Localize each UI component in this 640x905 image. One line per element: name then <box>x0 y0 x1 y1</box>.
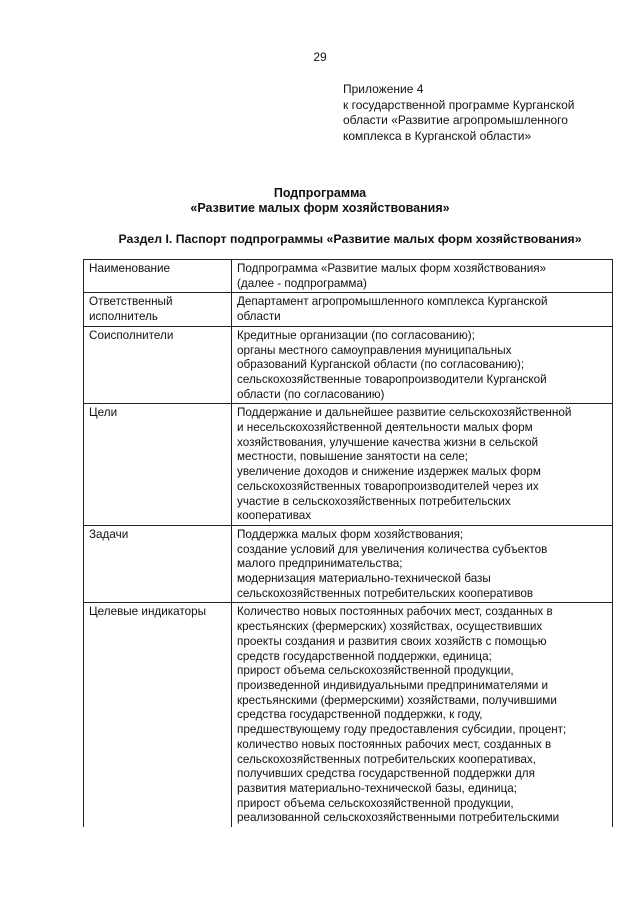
value-line: участие в сельскохозяйственных потребительских <box>237 494 511 508</box>
value-line: сельскохозяйственных товаропроизводителей через их <box>237 479 539 493</box>
row-value <box>232 260 613 293</box>
value-line: и несельскохозяйственной деятельности малых форм <box>237 421 533 435</box>
value-line: Поддержка малых форм хозяйствования; <box>237 527 464 541</box>
row-value <box>232 603 613 827</box>
value-line: крестьянских (фермерских) хозяйствах, осуществивших <box>237 620 543 634</box>
row-value <box>232 404 613 526</box>
value-line: средства государственной поддержки, к году, <box>237 708 483 722</box>
row-value <box>232 293 613 326</box>
table-row <box>84 260 613 293</box>
value-line: кооперативах <box>237 509 312 523</box>
value-line: развития материально-технической базы, единица; <box>237 781 518 795</box>
value-line: сельскохозяйственные товаропроизводители Курганской <box>237 372 547 386</box>
appendix-line: к государственной программе Курганской <box>343 97 575 112</box>
value-line: увеличение доходов и снижение издержек малых форм <box>237 465 541 479</box>
value-line: Кредитные организации (по согласованию); <box>237 328 475 342</box>
subprogram-title <box>0 186 640 216</box>
value-line: области (по согласованию) <box>237 387 385 401</box>
value-line: реализованной сельскохозяйственными потребительскими <box>237 811 560 825</box>
value-line: Поддержание и дальнейшее развитие сельскохозяйственной <box>237 406 572 420</box>
value-line: Департамент агропромышленного комплекса Курганской <box>237 295 548 309</box>
row-label <box>84 293 232 326</box>
passport-table <box>83 259 613 827</box>
value-line: образований Курганской области (по согласованию); <box>237 358 525 372</box>
table-row <box>84 603 613 827</box>
value-line: местности, повышение занятости на селе; <box>237 450 469 464</box>
table-row <box>84 525 613 603</box>
value-line: (далее - подпрограмма) <box>237 276 367 290</box>
row-label: Целевые индикаторы <box>84 603 232 827</box>
page-number: 29 <box>313 50 327 64</box>
value-line: сельскохозяйственных потребительских кооперативах, <box>237 752 536 766</box>
value-line: проекты создания и развития своих хозяйств с помощью <box>237 634 547 648</box>
value-line: Количество новых постоянных рабочих мест, созданных в <box>237 605 553 619</box>
section-title: Раздел I. Паспорт подпрограммы «Развитие малых форм хозяйствования» <box>118 232 582 246</box>
table-row <box>84 326 613 404</box>
appendix-line: комплекса в Курганской области» <box>343 128 532 143</box>
value-line: количество новых постоянных рабочих мест, созданных в <box>237 737 552 751</box>
subprogram-title-line1: Подпрограмма <box>273 186 367 200</box>
appendix-line: области «Развитие агропромышленного <box>343 113 568 127</box>
label-line: исполнитель <box>89 310 158 324</box>
value-line: сельскохозяйственных потребительских кооперативов <box>237 586 534 600</box>
row-value <box>232 525 613 603</box>
row-label: Соисполнители <box>84 326 232 404</box>
value-line: Подпрограмма «Развитие малых форм хозяйствования» <box>237 262 547 275</box>
table-row <box>84 293 613 326</box>
appendix-line: Приложение 4 <box>343 82 424 96</box>
value-line: области <box>237 310 281 324</box>
subprogram-title-line2: «Развитие малых форм хозяйствования» <box>190 201 450 215</box>
appendix-note <box>343 82 613 144</box>
value-line: прирост объема сельскохозяйственной продукции, <box>237 664 514 678</box>
value-line: прирост объема сельскохозяйственной продукции, <box>237 796 514 810</box>
value-line: малого предпринимательства; <box>237 557 403 571</box>
value-line: средств государственной поддержки, единица; <box>237 649 492 663</box>
table-row <box>84 404 613 526</box>
value-line: крестьянскими (фермерскими) хозяйствами, получившими <box>237 693 557 707</box>
row-label: Цели <box>84 404 232 526</box>
value-line: хозяйствования, улучшение качества жизни в сельской <box>237 435 538 449</box>
row-label: Задачи <box>84 525 232 603</box>
value-line: предшествующему году предоставления субсидии, процент; <box>237 723 567 737</box>
row-value <box>232 326 613 404</box>
value-line: произведенной индивидуальными предпринимателями и <box>237 678 549 692</box>
row-label: Наименование <box>84 260 232 293</box>
label-line: Ответственный <box>89 295 173 309</box>
value-line: создание условий для увеличения количества субъектов <box>237 542 548 556</box>
value-line: получивших средства государственной поддержки для <box>237 767 535 781</box>
value-line: органы местного самоуправления муниципальных <box>237 343 512 357</box>
value-line: модернизация материально-технической базы <box>237 572 491 586</box>
